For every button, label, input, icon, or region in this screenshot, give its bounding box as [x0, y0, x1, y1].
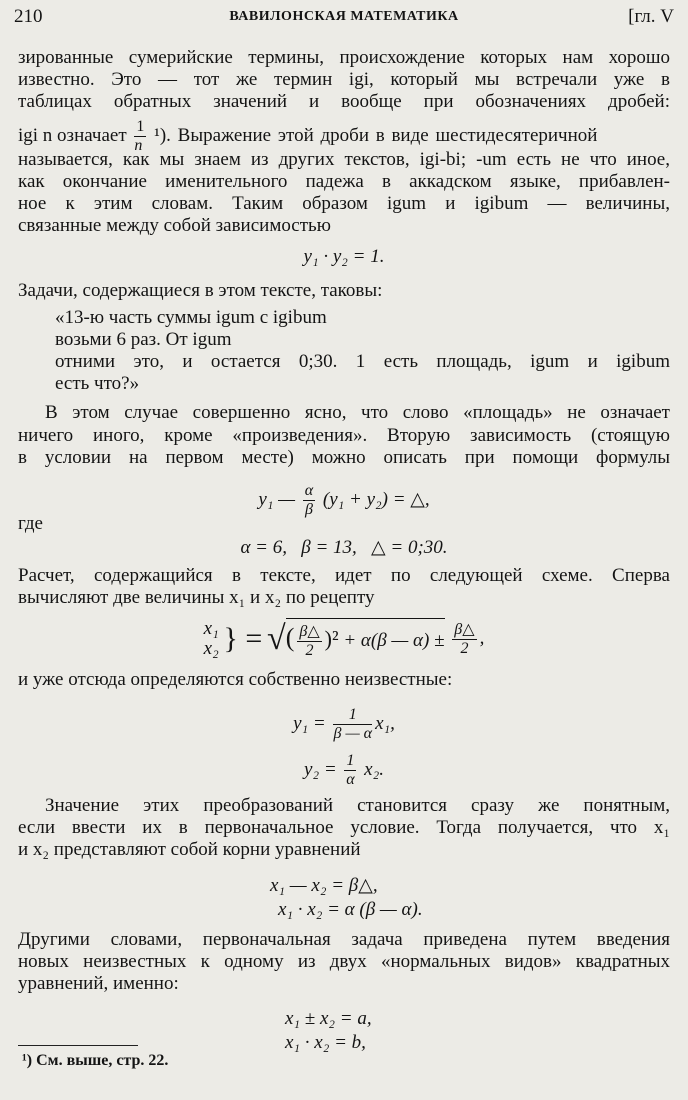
running-title: ВАВИЛОНСКАЯ МАТЕМАТИКА	[229, 9, 459, 24]
text-line: известно. Это — тот же термин igi, который мы встречали уже в	[18, 69, 670, 90]
eq-part: x₁,	[375, 712, 395, 734]
eq-part: + α(β — α) ±	[343, 630, 445, 651]
brace: } =	[223, 622, 263, 656]
eq-part: y₁ =	[293, 712, 326, 734]
text-line: вычисляют две величины x₁ и x₂ по рецепту	[18, 587, 375, 608]
equation-1: y₁ · y₂ = 1.	[303, 246, 385, 267]
numerator: 1	[333, 706, 372, 725]
numerator: β△	[299, 623, 320, 641]
text-span: igi n означает	[18, 124, 127, 146]
eq-part: y₂ =	[304, 758, 337, 780]
equation-10: x₁ · x₂ = b,	[285, 1032, 366, 1053]
denominator: 2	[460, 639, 469, 657]
numerator: 1	[346, 752, 355, 769]
equation-9: x₁ ± x₂ = a,	[285, 1008, 372, 1029]
equation-7: x₁ — x₂ = β△,	[270, 875, 378, 896]
equation-3: α = 6, β = 13, △ = 0;30.	[240, 537, 448, 558]
eq-part: y₁ —	[258, 488, 296, 510]
denominator: n	[134, 137, 143, 154]
equation-5	[0, 706, 688, 743]
x-pair	[204, 619, 219, 659]
quote-line: отними это, и остается 0;30. 1 есть площадь, igum и igibum	[55, 351, 670, 372]
denominator: β	[304, 501, 313, 518]
eq-part: x₂.	[364, 758, 384, 780]
text-line: Другими словами, первоначальная задача приведена путем введения	[18, 929, 670, 950]
text-line: если ввести их в первоначальное условие. Тогда получается, что x₁	[18, 817, 670, 838]
text-line: Значение этих преобразований становится сразу же понятным,	[45, 795, 670, 816]
footnote: ¹) См. выше, стр. 22.	[22, 1052, 169, 1069]
numerator: 1	[136, 118, 145, 135]
chapter-label: [гл. V	[628, 6, 674, 27]
text-line: называется, как мы знаем из других текстов, igi-bi; -um есть не что иное,	[18, 149, 670, 170]
footnote-divider	[18, 1045, 138, 1046]
text-line: и x₂ представляют собой корни уравнений	[18, 839, 361, 860]
quote-line: возьми 6 раз. От igum	[55, 329, 232, 350]
eq-part: ,	[479, 627, 485, 649]
text-line: зированные сумерийские термины, происхождение которых нам хорошо	[18, 47, 670, 68]
radicand	[286, 618, 445, 660]
fraction	[344, 752, 356, 789]
denominator: β — α	[333, 725, 373, 742]
eq-part: (y₁ + y₂) = △,	[322, 488, 430, 510]
text-line: в условии на первом месте) можно описать при помощи формулы	[18, 447, 670, 468]
text-line: таблицах обратных значений и вообще при обозначениях дробей:	[18, 91, 670, 112]
quote-line: «13-ю часть суммы igum с igibum	[55, 307, 327, 328]
text-line: Задачи, содержащиеся в этом тексте, таковы:	[18, 280, 383, 301]
text-line: и уже отсюда определяются собственно неизвестные:	[18, 669, 453, 690]
eq-part: x₂	[203, 638, 219, 660]
equation-8: x₁ · x₂ = α (β — α).	[278, 899, 423, 920]
page-number: 210	[14, 6, 43, 27]
text-line: уравнений, именно:	[18, 973, 179, 994]
text-line: ное к этим словам. Таким образом igum и igibum — величины,	[18, 193, 670, 214]
fraction	[452, 621, 476, 658]
text-line: связанные между собой зависимостью	[18, 215, 331, 236]
equation-4	[0, 618, 688, 660]
denominator: 2	[305, 642, 314, 660]
eq-part: )²	[324, 626, 339, 651]
equation-6	[0, 752, 688, 789]
text-line: как окончание именительного падежа в аккадском языке, прибавлен-	[18, 171, 670, 192]
quote-line: есть что?»	[55, 373, 140, 394]
numerator: β△	[454, 620, 475, 638]
text-line: новых неизвестных к одному из двух «нормальных видов» квадратных	[18, 951, 670, 972]
text-line: Расчет, содержащийся в тексте, идет по следующей схеме. Сперва	[18, 565, 670, 586]
text-line: ничего иного, кроме «произведения». Вторую зависимость (стоящую	[18, 425, 670, 446]
eq-part: (	[285, 623, 295, 652]
text-line: В этом случае совершенно ясно, что слово «площадь» не означает	[45, 402, 670, 423]
text-line: где	[18, 513, 43, 534]
sqrt-sign: √	[267, 620, 286, 658]
eq-part: x₁	[203, 618, 219, 640]
numerator: α	[304, 482, 314, 499]
fraction	[297, 623, 321, 660]
text-span: ¹). Выражение этой дроби в виде шестидесятеричной	[154, 124, 598, 146]
denominator: α	[346, 771, 355, 788]
fraction	[333, 706, 372, 743]
